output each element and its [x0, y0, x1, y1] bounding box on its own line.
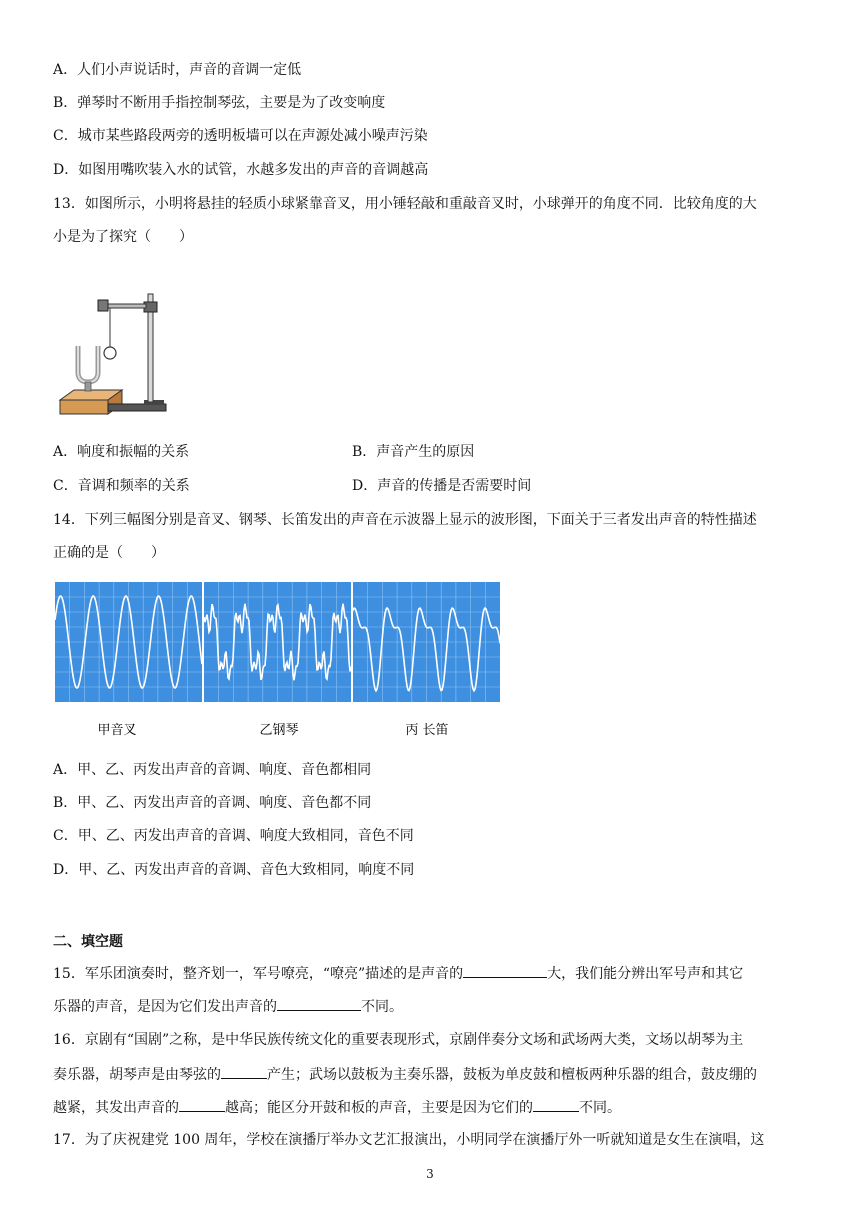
q14-option-a: A．甲、乙、丙发出声音的音调、响度、音色都相同	[53, 762, 372, 778]
q15-text-3: 乐器的声音，是因为它们发出声音的	[53, 999, 277, 1015]
q15-line2	[53, 996, 403, 1017]
scope-panel-tuning-fork	[55, 582, 202, 702]
oscilloscope-waveforms-figure	[55, 582, 503, 740]
q16-line2	[53, 1064, 757, 1085]
q15-text-4: 不同。	[361, 999, 403, 1015]
q16-text-4: 越紧，其发出声音的	[53, 1100, 179, 1116]
q16-text-5: 越高；能区分开鼓和板的声音，主要是因为它们的	[225, 1100, 533, 1116]
section-title-fill-in: 二、填空题	[53, 934, 123, 950]
q13-option-a: A．响度和振幅的关系	[53, 444, 190, 460]
q16-line3	[53, 1097, 621, 1118]
q12-option-b: B．弹琴时不断用手指控制琴弦，主要是为了改变响度	[53, 95, 386, 111]
q14-stem-line2: 正确的是（ ）	[53, 545, 165, 561]
q13-stem-line2: 小是为了探究（ ）	[53, 229, 193, 245]
page-number: 3	[426, 1167, 434, 1181]
q14-option-c: C．甲、乙、丙发出声音的音调、响度大致相同，音色不同	[53, 828, 414, 844]
q13-option-b: B．声音产生的原因	[352, 444, 475, 460]
q16-text-6: 不同。	[579, 1100, 621, 1116]
q17-line1: 17．为了庆祝建党 100 周年，学校在演播厅举办文艺汇报演出，小明同学在演播厅外一听就知道是女生在演唱，这	[53, 1132, 765, 1148]
caption-piano: 乙钢琴	[259, 723, 299, 738]
q13-stem-line1: 13．如图所示，小明将悬挂的轻质小球紧靠音叉，用小锤轻敲和重敲音叉时，小球弹开的角度不同．比较角度的大	[53, 196, 757, 212]
tuning-fork-apparatus-figure	[58, 290, 170, 418]
scope-panel-piano	[204, 582, 351, 702]
q14-option-d: D．甲、乙、丙发出声音的音调、音色大致相同，响度不同	[53, 862, 415, 878]
q16-line1: 16．京剧有“国剧”之称，是中华民族传统文化的重要表现形式，京剧伴奏分文场和武场两大类，文场以胡琴为主	[53, 1032, 744, 1048]
q16-text-2: 奏乐器，胡琴声是由琴弦的	[53, 1067, 221, 1083]
q15-blank-1[interactable]	[463, 963, 547, 978]
caption-tuning-fork: 甲音叉	[97, 723, 137, 738]
q12-option-a: A．人们小声说话时，声音的音调一定低	[53, 62, 302, 78]
q12-option-c: C．城市某些路段两旁的透明板墙可以在声源处减小噪声污染	[53, 128, 428, 144]
q15-text-2: 大，我们能分辨出军号声和其它	[547, 966, 744, 982]
q14-stem-line1: 14．下列三幅图分别是音叉、钢琴、长笛发出的声音在示波器上显示的波形图，下面关于三者发出声音的特性描述	[53, 512, 757, 528]
q15-text-1: 15．军乐团演奏时，整齐划一，军号嘹亮，“嘹亮”描述的是声音的	[53, 966, 464, 982]
q13-option-c: C．音调和频率的关系	[53, 478, 190, 494]
q12-option-d: D．如图用嘴吹装入水的试管，水越多发出的声音的音调越高	[53, 162, 429, 178]
q13-option-d: D．声音的传播是否需要时间	[352, 478, 532, 494]
q16-text-3: 产生；武场以鼓板为主奏乐器，鼓板为单皮鼓和檀板两种乐器的组合，鼓皮绷的	[267, 1067, 757, 1083]
q15-blank-2[interactable]	[277, 996, 361, 1011]
q16-blank-3[interactable]	[533, 1097, 579, 1112]
q16-blank-1[interactable]	[221, 1064, 267, 1079]
q14-option-b: B．甲、乙、丙发出声音的音调、响度、音色都不同	[53, 795, 372, 811]
scope-panel-flute	[353, 582, 500, 702]
q15-line1	[53, 963, 743, 984]
caption-flute: 丙 长笛	[405, 723, 449, 738]
q16-blank-2[interactable]	[179, 1097, 225, 1112]
